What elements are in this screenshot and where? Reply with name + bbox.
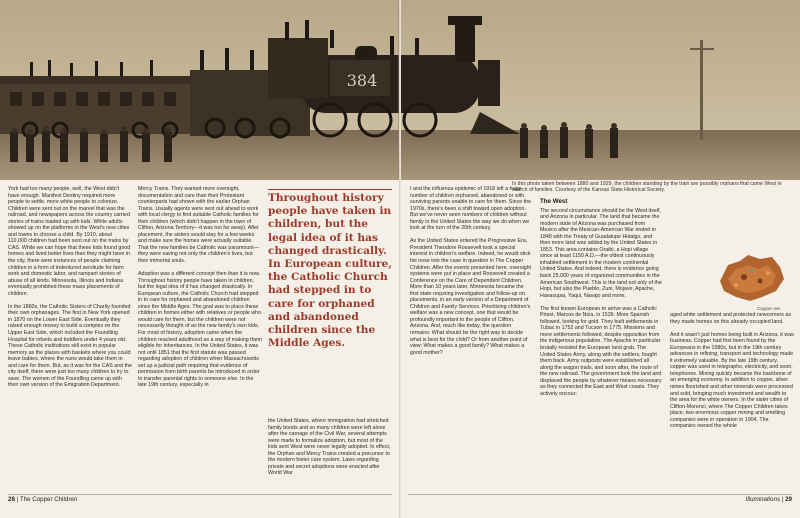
footer-rule-left <box>8 494 392 495</box>
paragraph: Mercy Trains. They wanted more oversight, documentation and care than their Protestant counterparts had shown with the earlier Orphan Trains. Usually agents were sent out ahead to work with local clergy to find suitable Catholic families for their children (which didn't happen in the town of Clifton, Arizona Territory—it was too far away). After placement, the sisters would stay for a few weeks and make sure the homes were actually suitable. That the new families be Catholic was paramount—they were saving not only the children's lives, but their immortal souls. <box>138 186 260 265</box>
footer-title-right: Illuminations <box>745 496 781 503</box>
paragraph: As the United States entered the Progressive Era, President Theodore Roosevelt took a special interest in children's welfare. Indeed, he would stick his nose into the case in question in The Copper Children. After the events presented here, oversight systems were put in place and Roosevelt created a Conference on the Care of Dependent Children. More than 10 years later, Minnesota became the first state requiring investigation and follow-up on placements, in an early version of a Department of Children and Family Services. Prioritizing children's welfare was a new concept, one that would be profoundly important to the people of Clifton, Arizona. And, much like today, the question remains: What should be the right way to decide what is best for the child? Or from another point of view: What makes a good family? What makes a good mother? <box>410 238 532 356</box>
footer-separator: | <box>16 496 20 503</box>
footer-separator: | <box>781 496 786 503</box>
paragraph: The second circumstance should be the West itself, and Arizona in particular. The land that became the modern state of Arizona was purchased from Mexico after the Mexican-American War ended in 1848 with the Treaty of Guadalupe Hidalgo, and then more land was added by the United States in 1853. This area contains Oraibi, a Hopi village since at least 1150 A.D.—the oldest continuously inhabited settlement in the modern continental United States. And indeed, there is evidence going back 25,000 years of organized communities in the American Southwest. This is the land not only of the Hopi, but also the Pueblo, Zuni, Mojave, Apache, Havasupai, Yaqui, Navajo and more. <box>540 207 662 299</box>
pull-quote: Throughout history people have taken in children, but the legal idea of it has changed drastically. In European culture, the Catholic Church had stepped in to care for orphaned and abandoned children since the Middle Ages. <box>268 192 392 350</box>
footer-title-left: The Copper Children <box>19 496 78 503</box>
page-number-right: 29 <box>785 496 792 503</box>
paragraph: aged white settlement and protected newcomers as they made homes on this already occupied land. <box>670 312 792 325</box>
paragraph: I and the influenza epidemic of 1918 left a huge number of children orphaned, abandoned or with surviving parents unable to care for them. Since the 1970s, there's been a shift toward open adoption. But we've never seen numbers of children without family in the United States the way we do when we look at the turn of the 20th century. <box>410 186 532 232</box>
copper-ore-caption: Copper ore <box>757 306 780 311</box>
column-2 <box>138 186 262 395</box>
footer-rule-right <box>408 494 792 495</box>
photo-caption: In this photo taken between 1880 and 1929, the children standing by the train are possibly orphans that came West in search of families. Courtesy of the Kansas State Historical Society. <box>512 181 782 194</box>
paragraph: And it wasn't just homes being built in Arizona, it was business. Copper had first been found by the Europeans in the 1580s, but in the 19th century advances in refining, transport and technology made it extremely valuable. By the late 19th century, copper was used in telegraphs, electricity, and soon, telephones. Mining quickly became the backbone of an emerging economy. In addition to copper, silver mines flourished and other minerals were processed and sold, bringing much investment and wealth to the area for the white owners. In the sister cities of Clifton-Morenci, where The Copper Children takes place, two enormous copper mining and smelting companies were in operation in 1904. The companies owned the whole <box>670 331 794 430</box>
section-heading: The West <box>540 198 568 205</box>
footer-left <box>8 496 77 503</box>
paragraph: The first known European to arrive was a Catholic Priest, Marcos de Niza, in 1539. More Spanish followed, looking for gold. They built settlements in Tubac in 1752 and Tucson in 1775. Missions and more settlements followed, despite opposition from the indigenous population. The Apache in particular brutally resisted the European land grab. The United States Army, along with the settlers, fought them back. Army outposts were established all along the wagon trails, and soon after, the route of the new railroad. The government took the land and displaced the people by whatever means necessary as they connected the East and West coasts. They actively encour- <box>540 305 662 397</box>
column-5 <box>540 199 662 404</box>
column-3 <box>268 418 392 483</box>
column-6 <box>670 312 794 436</box>
paragraph: York had too many people, well, the West didn't have enough. Manifest Destiny required more people to settle, more white people to colonize. Children were sent out on the marvel that was the railroad, and newspapers across the country carried stories of trains loaded up with kids. White adults showed up on the platforms in the West's new cities and towns to choose a child. By 1910, about 110,000 children had been sent out on the trains by CAS. While we can hope that these kids found good homes and lived better lives than they might have in the city, there were instances of people claiming children in a form of indentured servitude for farm work and domestic labor, and rampant stories of abuse of all kinds. Minnesota, Illinois and Indiana eventually prohibited these mass placements of children. <box>8 186 131 297</box>
paragraph: In the 1860s, the Catholic Sisters of Charity founded their own orphanages. The first in New York opened in 1870 on the Lower East Side. Eventually they raised enough money to build a complex on the Upper East Side, which included the Foundling Hospital for infants and toddlers under 4 years old. These Catholic institutions still exist in popular memory as the places with baskets where you could leave babies, where the nuns would take them in and care for them. But, as it was for the CAS and the city itself, there were just too many children to try to save. The women of the Foundling came up with their own version of the Emigration Department. <box>8 303 132 389</box>
engine-number: 384 <box>346 71 378 90</box>
paragraph: Adoption was a different concept then than it is now. Throughout history people have taken in children, but the legal idea of it has changed drastically. In European culture, the Catholic Church had stepped in to care for orphaned and abandoned children since the Middle Ages. The goal was to place these children in homes either with relatives or people who would care for them, but the children were not necessarily thought of as the new family's own kids. For most of history, adoption came when the children reached adulthood as a way of making them eligible for inheritances. In the United States, it was not until 1851 that the first statute was passed regarding adoption of children when Massachusetts set up a judicial path requiring that evidence of permission from birth parents be introduced in order to transfer parental rights to someone else. In the late 19th century, especially in <box>138 271 262 389</box>
footer-right <box>746 496 792 503</box>
page-number-left: 28 <box>8 496 15 503</box>
paragraph: the United States, where immigration had stretched family bonds and so many children were left alone after the carnage of the Civil War, several attempts were made to formalize adoption, but most of the kids sent West were never legally adopted. In effect, the Orphan and Mercy Trains created a precursor to the modern foster care system. Laws regarding private and secret adoptions were enacted after World War <box>268 418 391 477</box>
page-gutter <box>399 0 401 518</box>
copper-ore-image <box>714 251 788 305</box>
pull-quote-rule <box>268 189 392 190</box>
column-1 <box>8 186 132 395</box>
column-4 <box>410 186 532 363</box>
